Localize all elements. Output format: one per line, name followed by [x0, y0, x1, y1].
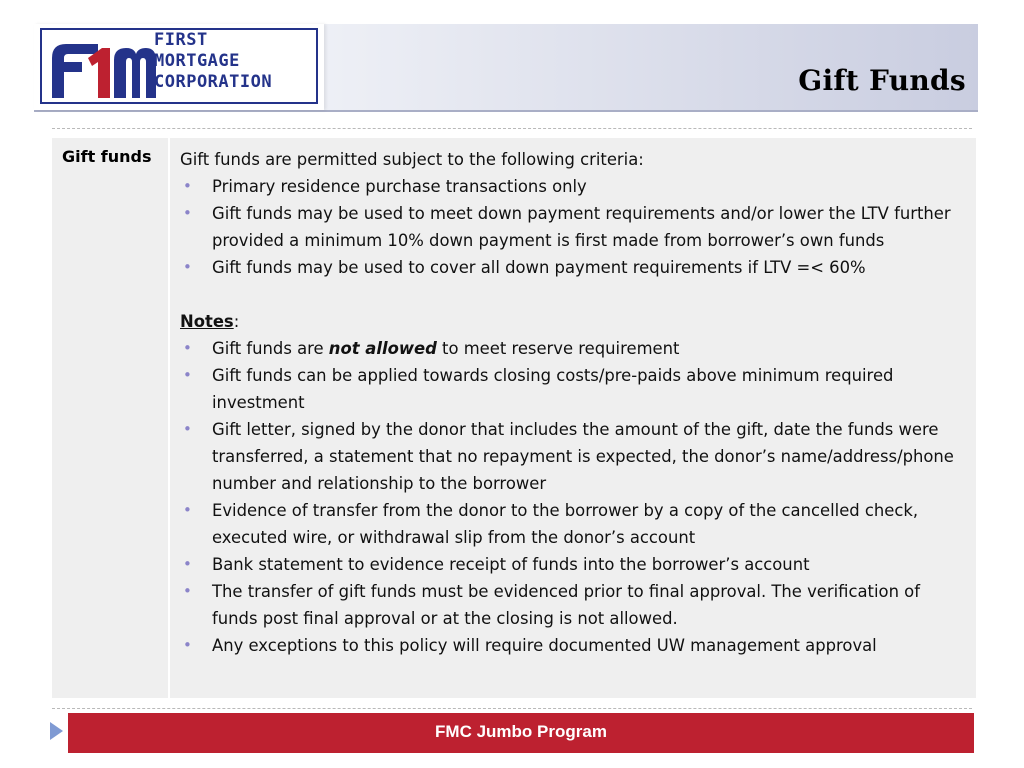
logo-wordmark [154, 30, 318, 93]
logo-line-3: CORPORATION [154, 72, 273, 92]
page-title: Gift Funds [798, 64, 966, 97]
top-divider [52, 128, 972, 129]
list-item: • Gift funds are not allowed to meet reserve requirement [180, 335, 968, 362]
company-logo [34, 24, 324, 110]
list-item: • Gift funds may be used to meet down payment requirements and/or lower the LTV further provided a minimum 10% down payment is first made from borrower’s own funds [180, 200, 968, 254]
logo-fm-mark-icon [48, 38, 160, 100]
list-item: • Primary residence purchase transactions only [180, 173, 968, 200]
list-item: • The transfer of gift funds must be evidenced prior to final approval. The verification of funds post final approval or at the closing is not allowed. [180, 578, 968, 632]
gift-funds-table [52, 138, 976, 698]
criteria-intro: Gift funds are permitted subject to the following criteria: [180, 150, 644, 169]
not-allowed-emphasis: not allowed [328, 339, 437, 358]
list-item: • Any exceptions to this policy will require documented UW management approval [180, 632, 968, 659]
list-item: • Gift funds can be applied towards closing costs/pre-paids above minimum required investment [180, 362, 968, 416]
logo-line-1: FIRST [154, 30, 208, 50]
footer-bar: FMC Jumbo Program [68, 713, 974, 753]
list-item: • Bank statement to evidence receipt of funds into the borrower’s account [180, 551, 968, 578]
row-label: Gift funds [52, 138, 170, 698]
notes-list [180, 335, 968, 659]
criteria-list [180, 173, 968, 281]
footer-arrow-icon [50, 722, 63, 740]
list-item: • Gift funds may be used to cover all down payment requirements if LTV =< 60% [180, 254, 968, 281]
list-item: • Gift letter, signed by the donor that includes the amount of the gift, date the funds were transferred, a statement that no repayment is expected, the donor’s name/address/phone number and relationship to the borrower [180, 416, 968, 497]
row-content [170, 138, 976, 698]
bottom-divider [52, 708, 972, 709]
notes-heading: Notes: [180, 312, 240, 331]
logo-line-2: MORTGAGE [154, 51, 240, 71]
list-item: • Evidence of transfer from the donor to the borrower by a copy of the cancelled check, executed wire, or withdrawal slip from the donor’s account [180, 497, 968, 551]
